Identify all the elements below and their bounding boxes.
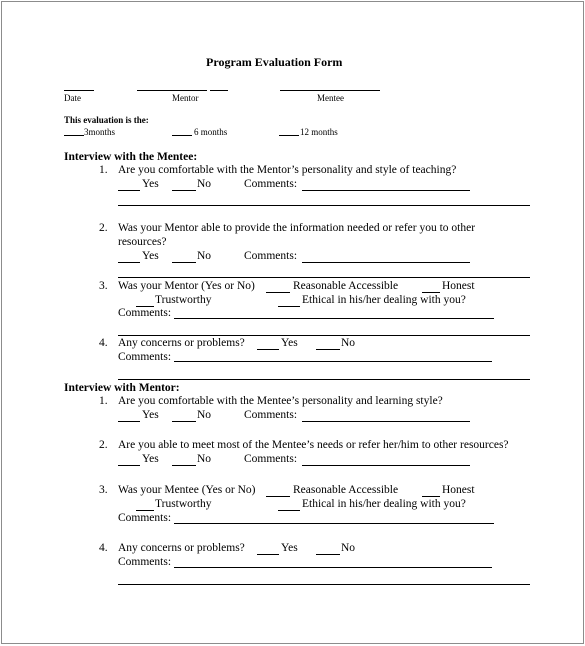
evaluation-label: This evaluation is the: bbox=[64, 115, 149, 125]
s2-q2-no: No bbox=[197, 453, 212, 465]
s2-q1-no: No bbox=[197, 409, 212, 421]
s2-q1-text: Are you comfortable with the Mentee’s personality and learning style? bbox=[118, 395, 443, 407]
s2-q4-comments-rule[interactable] bbox=[118, 584, 530, 585]
mentor-line-extra[interactable] bbox=[210, 90, 228, 91]
s1-q3-comments-rule[interactable] bbox=[118, 335, 530, 336]
eval-6months-label: 6 months bbox=[194, 127, 228, 137]
s2-q4-yes: Yes bbox=[281, 542, 298, 554]
mentor-line[interactable] bbox=[137, 90, 207, 91]
form-title: Program Evaluation Form bbox=[206, 55, 343, 69]
s2-q3-number: 3. bbox=[99, 484, 108, 496]
s1-q4-yes-blank[interactable] bbox=[257, 349, 279, 350]
s1-q3-honest-blank[interactable] bbox=[422, 292, 440, 293]
s2-q1-no-blank[interactable] bbox=[172, 421, 196, 422]
eval-3months-label: 3months bbox=[84, 127, 116, 137]
s2-q3-ethical-blank[interactable] bbox=[278, 510, 300, 511]
s2-q3-reasonable: Reasonable Accessible bbox=[293, 484, 399, 496]
s1-q3-comments-label: Comments: bbox=[118, 307, 172, 319]
s1-q1-no-blank[interactable] bbox=[172, 190, 196, 191]
s2-q4-number: 4. bbox=[99, 542, 108, 554]
s1-q2-yes-blank[interactable] bbox=[118, 262, 140, 263]
s2-q3-trustworthy-blank[interactable] bbox=[136, 510, 154, 511]
eval-3months-blank[interactable] bbox=[64, 135, 84, 136]
s2-q4-no-blank[interactable] bbox=[316, 554, 340, 555]
mentee-label: Mentee bbox=[317, 93, 344, 103]
s2-q2-number: 2. bbox=[99, 439, 108, 451]
form-page bbox=[1, 1, 584, 644]
s1-q1-text: Are you comfortable with the Mentor’s personality and style of teaching? bbox=[118, 164, 457, 176]
s2-q1-number: 1. bbox=[99, 395, 108, 407]
s1-q2-no: No bbox=[197, 250, 212, 262]
s1-q4-comments-line[interactable] bbox=[174, 361, 492, 362]
s1-q2-no-blank[interactable] bbox=[172, 262, 196, 263]
s1-q2-comments-label: Comments: bbox=[244, 250, 298, 262]
s1-q3-honest: Honest bbox=[442, 280, 475, 292]
s2-q3-comments-line[interactable] bbox=[174, 523, 494, 524]
section2-heading: Interview with Mentor: bbox=[64, 382, 180, 394]
s1-q4-number: 4. bbox=[99, 337, 108, 349]
s2-q3-text: Was your Mentee (Yes or No) bbox=[118, 484, 256, 496]
s2-q4-comments-line[interactable] bbox=[174, 567, 492, 568]
s1-q1-comments-line[interactable] bbox=[302, 190, 470, 191]
s2-q3-comments-label: Comments: bbox=[118, 512, 172, 524]
s2-q3-honest-blank[interactable] bbox=[422, 496, 440, 497]
s1-q1-yes: Yes bbox=[142, 178, 159, 190]
s1-q2-number: 2. bbox=[99, 222, 108, 234]
s2-q2-yes: Yes bbox=[142, 453, 159, 465]
mentee-line[interactable] bbox=[280, 90, 380, 91]
s1-q1-number: 1. bbox=[99, 164, 108, 176]
s1-q2-line1: Was your Mentor able to provide the information needed or refer you to other bbox=[118, 222, 476, 234]
s2-q4-yes-blank[interactable] bbox=[257, 554, 279, 555]
s1-q3-text: Was your Mentor (Yes or No) bbox=[118, 280, 255, 292]
s2-q2-comments-label: Comments: bbox=[244, 453, 298, 465]
s1-q4-no: No bbox=[341, 337, 356, 349]
section1-heading: Interview with the Mentee: bbox=[64, 151, 198, 163]
s2-q1-comments-line[interactable] bbox=[302, 421, 470, 422]
s2-q3-ethical: Ethical in his/her dealing with you? bbox=[302, 498, 466, 510]
s2-q2-comments-line[interactable] bbox=[302, 465, 470, 466]
s1-q1-yes-blank[interactable] bbox=[118, 190, 140, 191]
eval-12months-blank[interactable] bbox=[279, 135, 299, 136]
s1-q3-comments-line[interactable] bbox=[174, 318, 494, 319]
mentor-label: Mentor bbox=[172, 93, 199, 103]
s2-q1-yes: Yes bbox=[142, 409, 159, 421]
s1-q3-ethical: Ethical in his/her dealing with you? bbox=[302, 294, 466, 306]
s2-q2-yes-blank[interactable] bbox=[118, 465, 140, 466]
eval-12months-label: 12 months bbox=[300, 127, 338, 137]
date-label: Date bbox=[64, 93, 81, 103]
s2-q3-honest: Honest bbox=[442, 484, 475, 496]
s1-q3-reasonable: Reasonable Accessible bbox=[293, 280, 399, 292]
eval-6months-blank[interactable] bbox=[172, 135, 192, 136]
s2-q3-trustworthy: Trustworthy bbox=[155, 498, 212, 510]
s2-q4-comments-label: Comments: bbox=[118, 556, 172, 568]
s1-q2-line2: resources? bbox=[118, 236, 167, 248]
s1-q2-yes: Yes bbox=[142, 250, 159, 262]
s1-q3-reasonable-blank[interactable] bbox=[266, 292, 290, 293]
s1-q1-comments-rule[interactable] bbox=[118, 205, 530, 206]
s1-q3-number: 3. bbox=[99, 280, 108, 292]
s1-q4-comments-label: Comments: bbox=[118, 351, 172, 363]
s2-q2-text: Are you able to meet most of the Mentee’s needs or refer her/him to other resources? bbox=[118, 439, 509, 451]
s1-q4-no-blank[interactable] bbox=[316, 349, 340, 350]
s1-q1-comments-label: Comments: bbox=[244, 178, 298, 190]
s1-q3-trustworthy: Trustworthy bbox=[155, 294, 212, 306]
s2-q1-comments-label: Comments: bbox=[244, 409, 298, 421]
s2-q1-yes-blank[interactable] bbox=[118, 421, 140, 422]
s1-q4-yes: Yes bbox=[281, 337, 298, 349]
s2-q4-no: No bbox=[341, 542, 356, 554]
s1-q3-ethical-blank[interactable] bbox=[278, 306, 300, 307]
s1-q1-no: No bbox=[197, 178, 212, 190]
s1-q2-comments-rule[interactable] bbox=[118, 277, 530, 278]
s1-q2-comments-line[interactable] bbox=[302, 262, 470, 263]
s2-q4-text: Any concerns or problems? bbox=[118, 542, 245, 554]
s1-q4-text: Any concerns or problems? bbox=[118, 337, 245, 349]
s2-q2-no-blank[interactable] bbox=[172, 465, 196, 466]
s2-q3-reasonable-blank[interactable] bbox=[266, 496, 290, 497]
date-line[interactable] bbox=[64, 90, 94, 91]
s1-q4-comments-rule[interactable] bbox=[118, 379, 530, 380]
